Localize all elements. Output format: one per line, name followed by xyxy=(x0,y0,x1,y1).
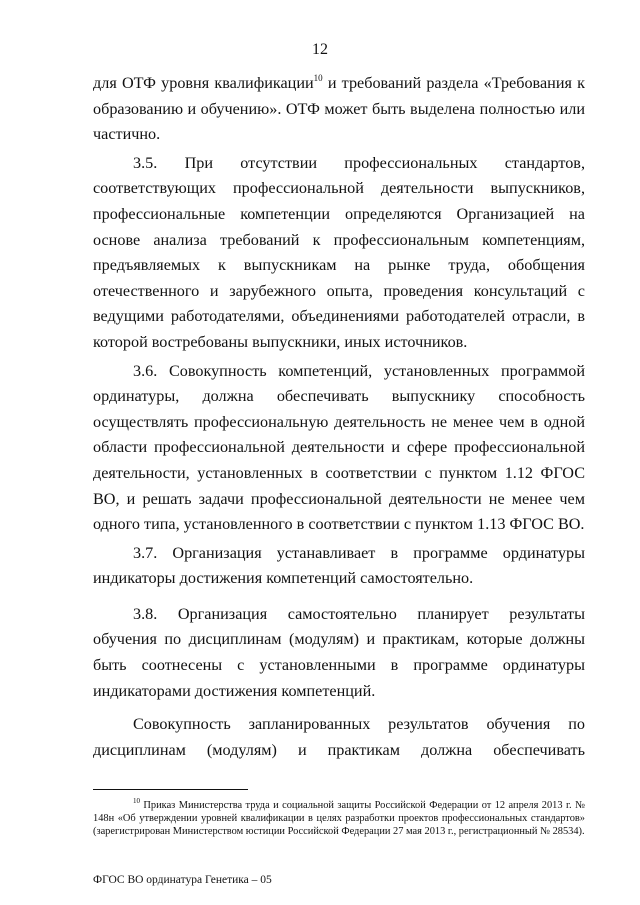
footnote-divider xyxy=(93,789,248,790)
document-footer: ФГОС ВО ординатура Генетика – 05 xyxy=(93,874,272,886)
paragraph-continuation xyxy=(93,71,585,148)
paragraph-3-6: 3.6. Совокупность компетенций, установленных программой ординатуры, должна обеспечивать выпускнику способность осуществлять профессиональную деятельность не менее чем в одной области профессиональной деятельности и сфере профессиональной деятельности, установленных в соответствии с пунктом 1.12 ФГОС ВО, и решать задачи профессиональной деятельности не менее чем одного типа, установленного в соответствии с пунктом 1.13 ФГОС ВО. xyxy=(93,361,585,534)
paragraph-learning-outcomes: Совокупность запланированных результатов обучения по дисциплинам (модулям) и практикам должна обеспечивать xyxy=(93,715,585,759)
paragraph-text: и требований раздела «Требования к образованию и обучению». ОТФ может быть выделена полностью или частично. xyxy=(93,74,585,144)
paragraph-text: для ОТФ уровня квалификации xyxy=(93,74,314,92)
paragraph-3-8: 3.8. Организация самостоятельно планирует результаты обучения по дисциплинам (модулям) и практикам, которые должны быть соотнесены с установленными в программе ординатуры индикаторами достижения компетенций. xyxy=(93,604,585,700)
footnote-number: 10 xyxy=(133,796,140,805)
document-body xyxy=(93,71,585,763)
paragraph-3-5: 3.5. При отсутствии профессиональных стандартов, соответствующих профессиональной деятельности выпускников, профессиональные компетенции определяются Организацией на основе анализа требований к профессиональным компетенциям, предъявляемых к выпускникам на рынке труда, обобщения отечественного и зарубежного опыта, проведения консультаций с ведущими работодателями, объединениями работодателей отрасли, в которой востребованы выпускники, иных источников. xyxy=(93,153,585,351)
footnote xyxy=(93,796,585,838)
footnote-text: Приказ Министерства труда и социальной защиты Российской Федерации от 12 апреля 2013 г. № 148н «Об утверждении уровней квалификации в целях разработки проектов профессиональных стандартов» (зарегистрирован Министерством юстиции Российской Федерации 27 мая 2013 г., регистрационный № 28534). xyxy=(93,800,585,837)
page-number: 12 xyxy=(312,41,328,58)
footnote-ref[interactable]: 10 xyxy=(313,72,323,83)
paragraph-3-7: 3.7. Организация устанавливает в программе ординатуры индикаторы достижения компетенций самостоятельно. xyxy=(93,543,585,588)
